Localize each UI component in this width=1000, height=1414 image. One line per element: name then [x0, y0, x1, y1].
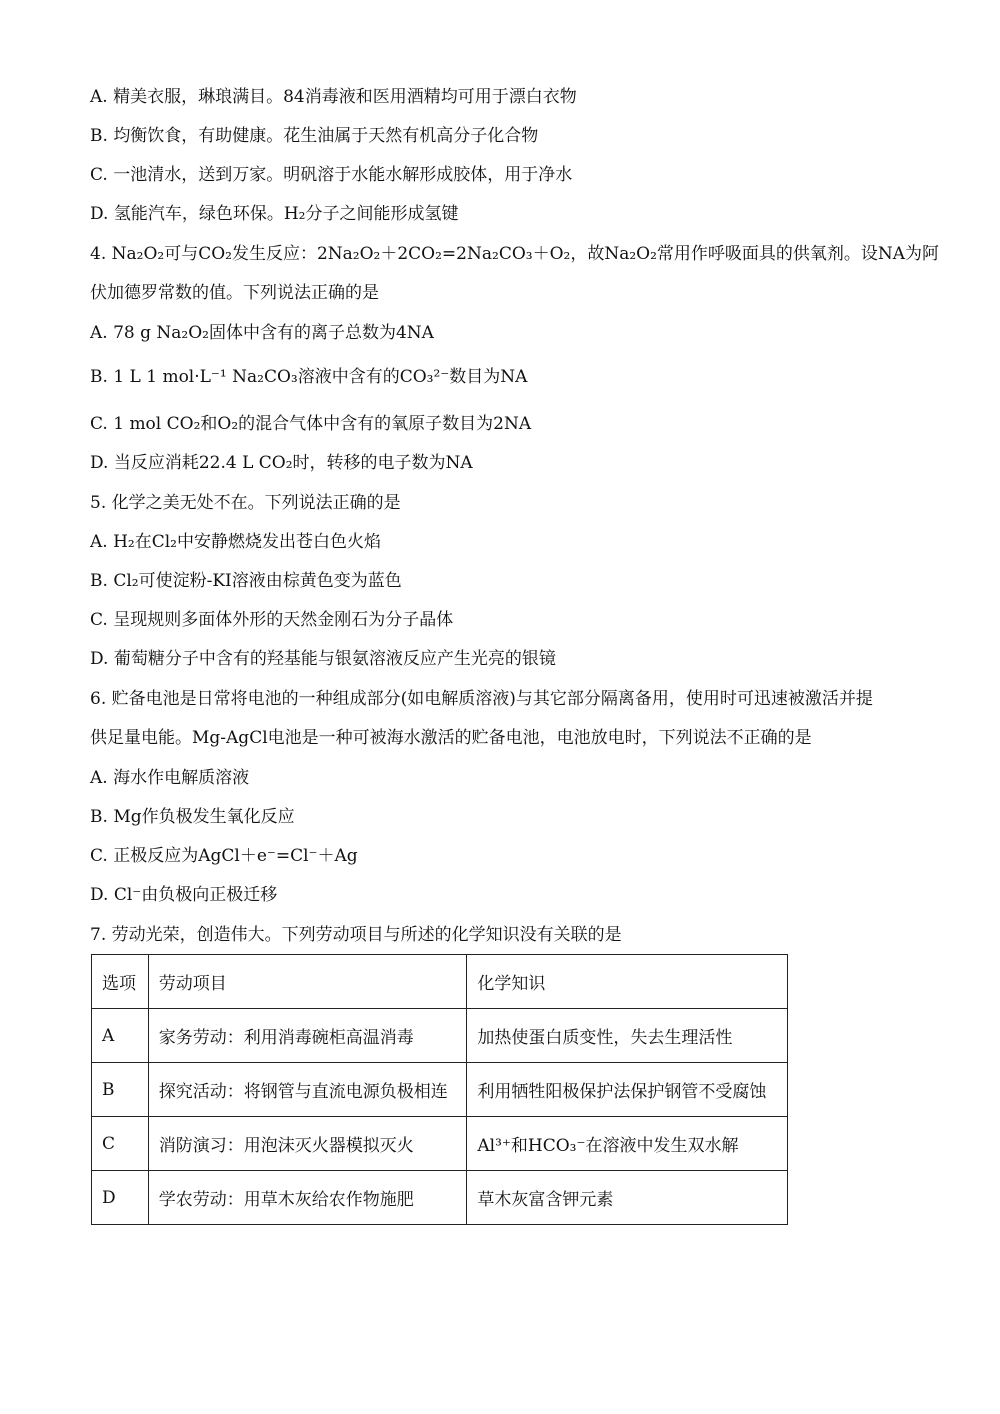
- row-option: C: [92, 1117, 149, 1171]
- table-row: [92, 1063, 788, 1117]
- q3-option-b: B. 均衡饮食，有助健康。花生油属于天然有机高分子化合物: [90, 126, 539, 146]
- q4-option-d: D. 当反应消耗22.4 L CO₂时，转移的电子数为NA: [90, 453, 473, 473]
- row-project: 学农劳动：用草木灰给农作物施肥: [148, 1171, 467, 1225]
- q5-option-d: D. 葡萄糖分子中含有的羟基能与银氨溶液反应产生光亮的银镜: [90, 649, 556, 669]
- row-option: B: [92, 1063, 149, 1117]
- row-option: D: [92, 1171, 149, 1225]
- q6-option-d: D. Cl⁻由负极向正极迁移: [90, 885, 278, 905]
- q6-option-c: C. 正极反应为AgCl＋e⁻=Cl⁻＋Ag: [90, 846, 358, 866]
- row-knowledge: 利用牺牲阳极保护法保护钢管不受腐蚀: [467, 1063, 788, 1117]
- row-project: 探究活动：将钢管与直流电源负极相连: [148, 1063, 467, 1117]
- table-row: [92, 1117, 788, 1171]
- q3-option-c: C. 一池清水，送到万家。明矾溶于水能水解形成胶体，用于净水: [90, 165, 573, 185]
- header-option: 选项: [92, 955, 149, 1009]
- q7-table: [91, 954, 788, 1225]
- q6-stem-line2: 供足量电能。Mg-AgCl电池是一种可被海水激活的贮备电池，电池放电时，下列说法不正确的是: [90, 728, 812, 748]
- header-project: 劳动项目: [148, 955, 467, 1009]
- q6-option-b: B. Mg作负极发生氧化反应: [90, 807, 295, 827]
- q4-stem-line1: 4. Na₂O₂可与CO₂发生反应：2Na₂O₂＋2CO₂=2Na₂CO₃＋O₂，故Na₂O₂常用作呼吸面具的供氧剂。设NA为阿: [90, 244, 940, 264]
- row-knowledge: 加热使蛋白质变性，失去生理活性: [467, 1009, 788, 1063]
- row-option: A: [92, 1009, 149, 1063]
- q5-option-b: B. Cl₂可使淀粉-KI溶液由棕黄色变为蓝色: [90, 571, 402, 591]
- row-project: 家务劳动：利用消毒碗柜高温消毒: [148, 1009, 467, 1063]
- q5-option-c: C. 呈现规则多面体外形的天然金刚石为分子晶体: [90, 610, 454, 630]
- header-knowledge: 化学知识: [467, 955, 788, 1009]
- q5-option-a: A. H₂在Cl₂中安静燃烧发出苍白色火焰: [90, 532, 381, 552]
- q4-option-b: B. 1 L 1 mol·L⁻¹ Na₂CO₃溶液中含有的CO₃²⁻数目为NA: [90, 367, 528, 387]
- row-knowledge: 草木灰富含钾元素: [467, 1171, 788, 1225]
- q7-stem: 7. 劳动光荣，创造伟大。下列劳动项目与所述的化学知识没有关联的是: [90, 925, 622, 945]
- q4-stem-line2: 伏加德罗常数的值。下列说法正确的是: [90, 283, 379, 303]
- q6-stem-line1: 6. 贮备电池是日常将电池的一种组成部分(如电解质溶液)与其它部分隔离备用，使用时可迅速被激活并提: [90, 689, 873, 709]
- q3-option-d: D. 氢能汽车，绿色环保。H₂分子之间能形成氢键: [90, 204, 459, 224]
- table-header-row: [92, 955, 788, 1009]
- q4-option-c: C. 1 mol CO₂和O₂的混合气体中含有的氧原子数目为2NA: [90, 414, 532, 434]
- table-row: [92, 1171, 788, 1225]
- q6-option-a: A. 海水作电解质溶液: [90, 768, 250, 788]
- q4-option-a: A. 78 g Na₂O₂固体中含有的离子总数为4NA: [90, 323, 434, 343]
- row-project: 消防演习：用泡沫灭火器模拟灭火: [148, 1117, 467, 1171]
- q5-stem: 5. 化学之美无处不在。下列说法正确的是: [90, 493, 401, 513]
- row-knowledge: Al³⁺和HCO₃⁻在溶液中发生双水解: [467, 1117, 788, 1171]
- table-row: [92, 1009, 788, 1063]
- q3-option-a: A. 精美衣服，琳琅满目。84消毒液和医用酒精均可用于漂白衣物: [90, 87, 577, 107]
